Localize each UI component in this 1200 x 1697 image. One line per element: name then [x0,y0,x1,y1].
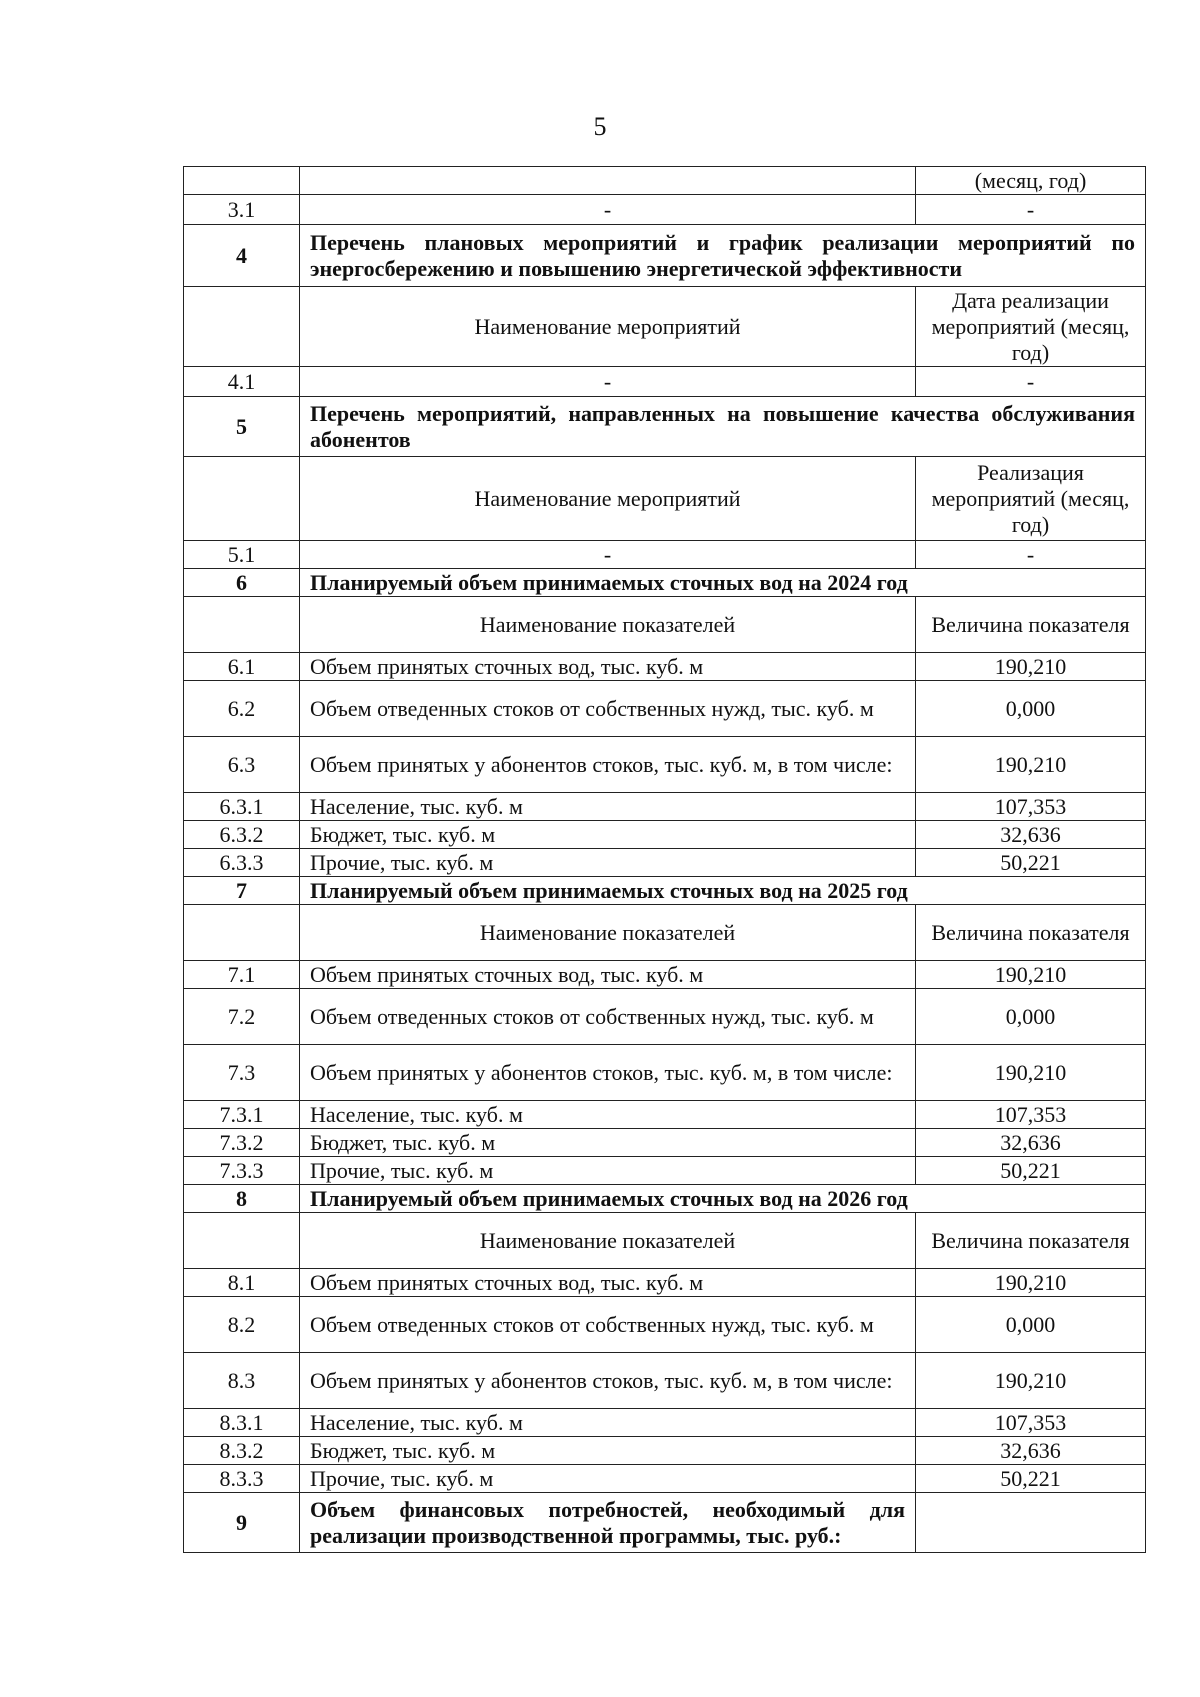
row-value: 32,636 [916,1437,1146,1465]
row-name: Объем отведенных стоков от собственных нужд, тыс. куб. м [300,989,916,1045]
date-header-cell: (месяц, год) [916,167,1146,195]
row-number: 7.3 [184,1045,300,1101]
column-header-row [184,457,1146,541]
row-number: 6.3.2 [184,821,300,849]
table-row [184,1157,1146,1185]
section-number: 7 [184,877,300,905]
row-name: Прочие, тыс. куб. м [300,849,916,877]
row-number: 6.3.1 [184,793,300,821]
section-title-row [184,877,1146,905]
row-value: 190,210 [916,653,1146,681]
column-header-name: Наименование мероприятий [300,457,916,541]
section-number: 8 [184,1185,300,1213]
table-row [184,989,1146,1045]
row-number: 6.3.3 [184,849,300,877]
row-value: 0,000 [916,989,1146,1045]
name-cell [300,167,916,195]
num-cell [184,287,300,367]
section-title: Перечень мероприятий, направленных на повышение качества обслуживания абонентов [300,397,1146,457]
page-number: 5 [593,112,607,141]
row-name: - [300,367,916,397]
column-header-name: Наименование показателей [300,1213,916,1269]
table-row [184,367,1146,397]
table-row [184,195,1146,225]
table-row [184,1437,1146,1465]
table-row [184,961,1146,989]
section-title-row [184,225,1146,287]
row-value: 50,221 [916,849,1146,877]
row-number: 7.3.1 [184,1101,300,1129]
table-row [184,1269,1146,1297]
section-number: 4 [184,225,300,287]
table-row [184,1465,1146,1493]
row-name: Объем принятых сточных вод, тыс. куб. м [300,1269,916,1297]
row-number: 6.2 [184,681,300,737]
table-row [184,1129,1146,1157]
row-name: Объем принятых сточных вод, тыс. куб. м [300,961,916,989]
row-name: Прочие, тыс. куб. м [300,1465,916,1493]
section-title: Объем финансовых потребностей, необходимый для реализации производственной программы, тыс. руб.: [300,1493,916,1553]
table-row [184,849,1146,877]
row-number: 3.1 [184,195,300,225]
row-value: 107,353 [916,793,1146,821]
row-name: Бюджет, тыс. куб. м [300,821,916,849]
row-value: 190,210 [916,1353,1146,1409]
row-value: 32,636 [916,1129,1146,1157]
row-value: 190,210 [916,1045,1146,1101]
row-number: 7.2 [184,989,300,1045]
section-title: Планируемый объем принимаемых сточных вод на 2026 год [300,1185,1146,1213]
table-row [184,1353,1146,1409]
row-name: Объем принятых у абонентов стоков, тыс. куб. м, в том числе: [300,1045,916,1101]
table-row [184,1297,1146,1353]
table-row [184,681,1146,737]
column-header-row [184,905,1146,961]
row-number: 8.1 [184,1269,300,1297]
row-name: Бюджет, тыс. куб. м [300,1129,916,1157]
row-value: 50,221 [916,1157,1146,1185]
section-title: Планируемый объем принимаемых сточных вод на 2024 год [300,569,1146,597]
row-value: 50,221 [916,1465,1146,1493]
row-value: 190,210 [916,1269,1146,1297]
table-row [184,1045,1146,1101]
section-title-row [184,397,1146,457]
section-title: Перечень плановых мероприятий и график реализации мероприятий по энергосбережению и повышению энергетической эффективности [300,225,1146,287]
row-value: - [916,367,1146,397]
num-cell [184,167,300,195]
row-name: - [300,195,916,225]
row-name: Объем отведенных стоков от собственных нужд, тыс. куб. м [300,681,916,737]
section-number: 6 [184,569,300,597]
table-row [184,653,1146,681]
table-row [184,821,1146,849]
production-program-table [183,166,1146,1553]
table-row [184,793,1146,821]
row-number: 8.3.2 [184,1437,300,1465]
row-name: Население, тыс. куб. м [300,1409,916,1437]
table-row [184,1101,1146,1129]
row-name: Объем принятых сточных вод, тыс. куб. м [300,653,916,681]
row-value: 190,210 [916,961,1146,989]
row-value: 0,000 [916,681,1146,737]
row-name: Объем отведенных стоков от собственных нужд, тыс. куб. м [300,1297,916,1353]
row-name: Бюджет, тыс. куб. м [300,1437,916,1465]
row-value: - [916,541,1146,569]
num-cell [184,457,300,541]
section-number: 9 [184,1493,300,1553]
row-name: Прочие, тыс. куб. м [300,1157,916,1185]
section-title-row [184,1185,1146,1213]
table-row [184,541,1146,569]
row-value [916,1493,1146,1553]
table-row [184,1409,1146,1437]
row-value: 0,000 [916,1297,1146,1353]
section-title: Планируемый объем принимаемых сточных вод на 2025 год [300,877,1146,905]
table-row [184,737,1146,793]
num-cell [184,597,300,653]
row-number: 8.3.1 [184,1409,300,1437]
row-value: 32,636 [916,821,1146,849]
row-number: 5.1 [184,541,300,569]
row-number: 8.2 [184,1297,300,1353]
column-header-name: Наименование показателей [300,597,916,653]
column-header-value: Величина показателя [916,597,1146,653]
num-cell [184,905,300,961]
row-value: 107,353 [916,1409,1146,1437]
row-number: 6.3 [184,737,300,793]
column-header-name: Наименование показателей [300,905,916,961]
row-name: Объем принятых у абонентов стоков, тыс. куб. м, в том числе: [300,737,916,793]
row-number: 7.3.3 [184,1157,300,1185]
row-name: - [300,541,916,569]
column-header-value: Величина показателя [916,905,1146,961]
row-name: Объем принятых у абонентов стоков, тыс. куб. м, в том числе: [300,1353,916,1409]
column-header-row [184,1213,1146,1269]
column-header-row [184,287,1146,367]
column-header-name: Наименование мероприятий [300,287,916,367]
row-number: 4.1 [184,367,300,397]
row-number: 7.1 [184,961,300,989]
section-title-row [184,569,1146,597]
column-header-date: Дата реализации мероприятий (месяц, год) [916,287,1146,367]
row-name: Население, тыс. куб. м [300,793,916,821]
row-name: Население, тыс. куб. м [300,1101,916,1129]
row-value: 190,210 [916,737,1146,793]
row-number: 8.3.3 [184,1465,300,1493]
section-number: 5 [184,397,300,457]
row-number: 7.3.2 [184,1129,300,1157]
row-value: - [916,195,1146,225]
section-title-row [184,1493,1146,1553]
column-header-value: Величина показателя [916,1213,1146,1269]
row-value: 107,353 [916,1101,1146,1129]
column-header-row [184,597,1146,653]
row-number: 6.1 [184,653,300,681]
table-row [184,167,1146,195]
column-header-date: Реализация мероприятий (месяц, год) [916,457,1146,541]
num-cell [184,1213,300,1269]
row-number: 8.3 [184,1353,300,1409]
